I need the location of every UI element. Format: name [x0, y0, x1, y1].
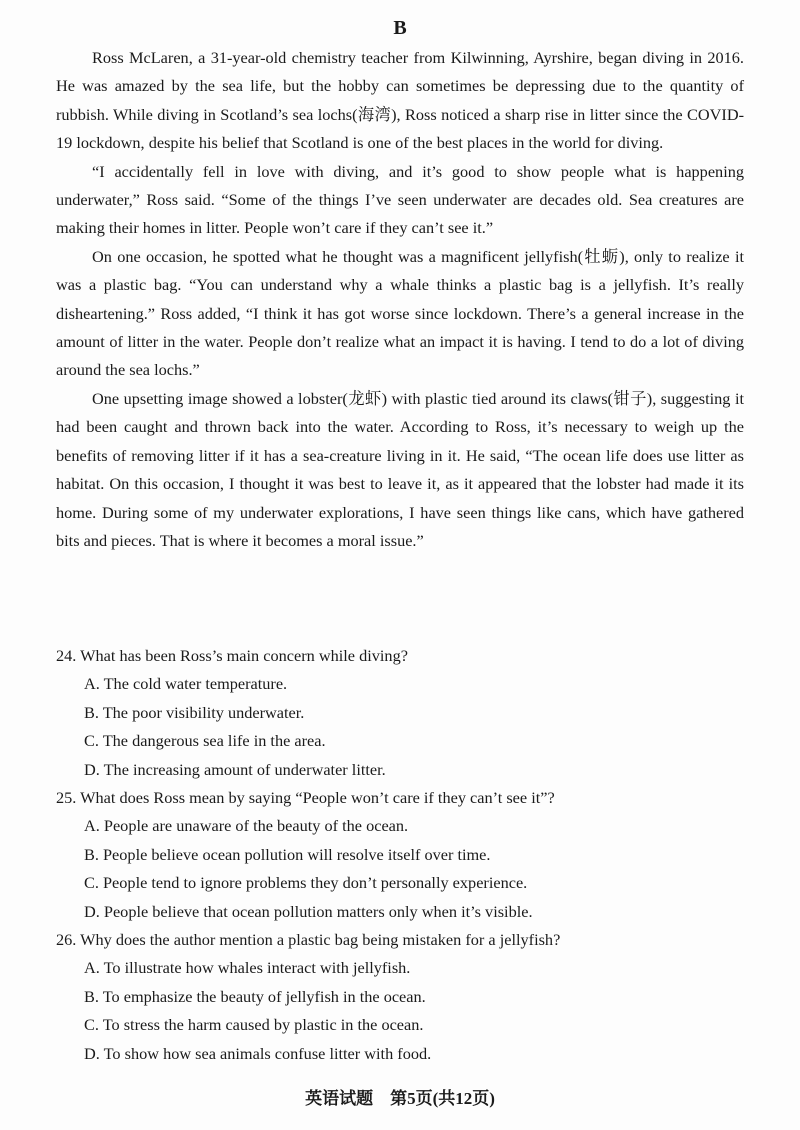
answer-option: A. To illustrate how whales interact with jellyfish.: [84, 958, 411, 978]
answer-option: D. People believe that ocean pollution matters only when it’s visible.: [84, 901, 533, 921]
passage-paragraph: “I accidentally fell in love with diving, and it’s good to show people what is happening underwater,” Ross said. “Some of the things I’ve seen underwater are decades old. Sea creatures are making their homes in litter. People won’t care if they can’t see it.”: [56, 161, 744, 238]
passage-paragraph: On one occasion, he spotted what he thought was a magnificent jellyfish(牡蛎), only to realize it was a plastic bag. “You can understand why a whale thinks a plastic bag is a jellyfish. It’s really disheartening.” Ross added, “I think it has got worse since lockdown. There’s a general increase in the amount of litter in the water. People don’t realize what an impact it is having. I tend to do a lot of diving around the sea lochs.”: [56, 246, 744, 380]
answer-option: A. People are unaware of the beauty of the ocean.: [84, 816, 409, 836]
answer-option: C. The dangerous sea life in the area.: [84, 731, 326, 751]
passage-paragraph: One upsetting image showed a lobster(龙虾) with plastic tied around its claws(钳子), suggesting it had been caught and thrown back into the water. According to Ross, it’s necessary to weigh up the benefits of removing litter if it has a sea-creature living in it. He said, “The ocean life does use litter as habitat. On this occasion, I thought it was best to leave it, as it appeared that the lobster had made it its home. During some of my underwater explorations, I have seen things like cans, which have gathered bits and pieces. That is where it becomes a moral issue.”: [56, 388, 744, 550]
answer-option: B. The poor visibility underwater.: [84, 702, 305, 722]
question-stem: 24. What has been Ross’s main concern while diving?: [56, 646, 408, 665]
question-stem: 26. Why does the author mention a plastic bag being mistaken for a jellyfish?: [56, 930, 561, 950]
answer-option: B. To emphasize the beauty of jellyfish in the ocean.: [84, 986, 426, 1006]
answer-option: D. The increasing amount of underwater litter.: [84, 759, 386, 779]
question-list: [56, 642, 756, 1068]
answer-option: C. People tend to ignore problems they don’t personally experience.: [84, 873, 528, 893]
reading-passage: [56, 44, 744, 555]
question-stem: 25. What does Ross mean by saying “People won’t care if they can’t see it”?: [56, 788, 555, 808]
page-footer: 英语试题 第5页(共12页): [305, 1089, 495, 1108]
question-24: [56, 642, 756, 784]
section-title: B: [393, 17, 407, 39]
question-25: [56, 784, 756, 926]
answer-option: D. To show how sea animals confuse litter with food.: [84, 1043, 432, 1063]
question-26: [56, 926, 756, 1068]
passage-paragraph: Ross McLaren, a 31-year-old chemistry teacher from Kilwinning, Ayrshire, began diving in 2016. He was amazed by the sea life, but the hobby can sometimes be depressing due to the quantity of rubbish. While diving in Scotland’s sea lochs(海湾), Ross noticed a sharp rise in litter since the COVID-19 lockdown, despite his belief that Scotland is one of the best places in the world for diving.: [56, 48, 744, 153]
answer-option: A. The cold water temperature.: [84, 674, 288, 694]
answer-option: B. People believe ocean pollution will resolve itself over time.: [84, 844, 491, 864]
answer-option: C. To stress the harm caused by plastic in the ocean.: [84, 1015, 424, 1035]
